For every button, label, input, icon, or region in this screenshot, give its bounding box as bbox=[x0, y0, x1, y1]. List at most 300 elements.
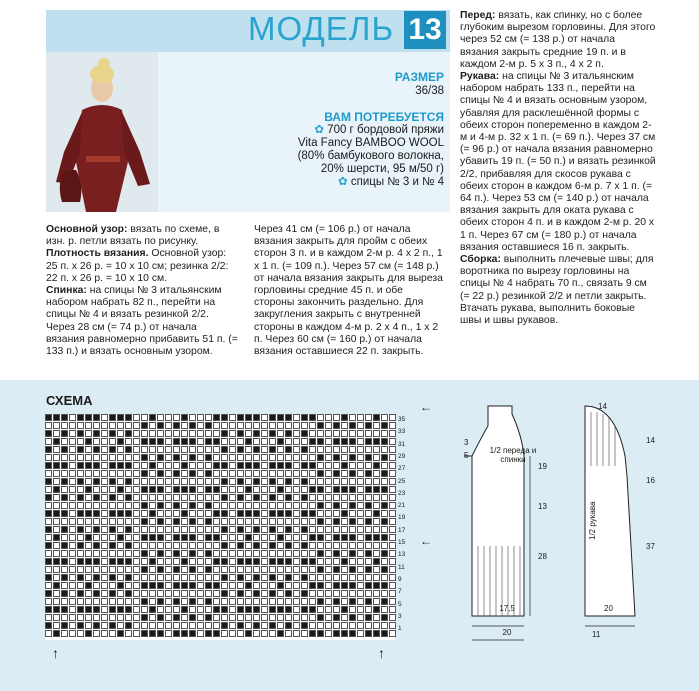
chart-cell bbox=[77, 582, 84, 589]
chart-cell bbox=[253, 582, 260, 589]
chart-cell bbox=[333, 566, 340, 573]
chart-cell bbox=[285, 566, 292, 573]
chart-cell bbox=[141, 550, 148, 557]
chart-cell bbox=[213, 534, 220, 541]
chart-cell bbox=[253, 558, 260, 565]
chart-cell bbox=[277, 526, 284, 533]
chart-cell bbox=[389, 494, 396, 501]
chart-cell bbox=[197, 614, 204, 621]
chart-cell bbox=[157, 598, 164, 605]
chart-cell bbox=[357, 462, 364, 469]
chart-cell bbox=[93, 526, 100, 533]
chart-cell bbox=[77, 590, 84, 597]
chart-cell bbox=[117, 422, 124, 429]
chart-cell bbox=[333, 438, 340, 445]
chart-cell bbox=[245, 494, 252, 501]
chart-cell bbox=[301, 614, 308, 621]
chart-cell bbox=[173, 558, 180, 565]
model-photo bbox=[46, 52, 158, 212]
chart-cell bbox=[229, 622, 236, 629]
chart-cell bbox=[317, 606, 324, 613]
chart-cell bbox=[349, 614, 356, 621]
chart-cell bbox=[93, 566, 100, 573]
chart-cell bbox=[93, 502, 100, 509]
chart-cell bbox=[381, 590, 388, 597]
chart-cell bbox=[117, 438, 124, 445]
chart-cell bbox=[213, 526, 220, 533]
chart-cell bbox=[285, 534, 292, 541]
chart-cell bbox=[381, 598, 388, 605]
chart-cell bbox=[69, 422, 76, 429]
chart-cell bbox=[357, 430, 364, 437]
chart-cell bbox=[85, 550, 92, 557]
dim-label: 3 bbox=[464, 438, 469, 447]
dim-label: 17,5 bbox=[499, 604, 515, 613]
chart-cell bbox=[357, 414, 364, 421]
chart-cell bbox=[237, 526, 244, 533]
chart-cell bbox=[357, 630, 364, 637]
chart-cell bbox=[373, 414, 380, 421]
chart-cell bbox=[61, 574, 68, 581]
chart-cell bbox=[381, 430, 388, 437]
dim-label: 37 bbox=[646, 542, 655, 551]
chart-cell bbox=[317, 510, 324, 517]
chart-cell bbox=[165, 494, 172, 501]
chart-cell bbox=[301, 526, 308, 533]
chart-cell bbox=[157, 486, 164, 493]
chart-cell bbox=[229, 582, 236, 589]
chart-cell bbox=[373, 470, 380, 477]
chart-cell bbox=[197, 502, 204, 509]
chart-cell bbox=[237, 582, 244, 589]
chart-cell bbox=[45, 486, 52, 493]
chart-cell bbox=[61, 518, 68, 525]
chart-cell bbox=[373, 454, 380, 461]
chart-cell bbox=[381, 558, 388, 565]
chart-cell bbox=[197, 422, 204, 429]
chart-cell bbox=[293, 598, 300, 605]
chart-cell bbox=[317, 590, 324, 597]
chart-cell bbox=[261, 630, 268, 637]
chart-cell bbox=[189, 454, 196, 461]
chart-cell bbox=[341, 446, 348, 453]
chart-cell bbox=[85, 438, 92, 445]
chart-cell bbox=[301, 558, 308, 565]
chart-cell bbox=[277, 486, 284, 493]
chart-cell bbox=[333, 630, 340, 637]
chart-cell bbox=[293, 430, 300, 437]
chart-cell bbox=[309, 470, 316, 477]
chart-cell bbox=[293, 606, 300, 613]
chart-cell bbox=[69, 590, 76, 597]
chart-cell bbox=[181, 518, 188, 525]
chart-cell bbox=[221, 622, 228, 629]
chart-cell bbox=[77, 550, 84, 557]
chart-cell bbox=[389, 606, 396, 613]
chart-cell bbox=[325, 510, 332, 517]
chart-cell bbox=[125, 598, 132, 605]
chart-cell bbox=[61, 494, 68, 501]
chart-cell bbox=[301, 534, 308, 541]
chart-cell bbox=[61, 550, 68, 557]
chart-cell bbox=[101, 606, 108, 613]
chart-cell bbox=[285, 502, 292, 509]
chart-cell bbox=[181, 598, 188, 605]
chart-cell bbox=[61, 606, 68, 613]
chart-cell bbox=[285, 494, 292, 501]
chart-cell bbox=[325, 518, 332, 525]
chart-cell bbox=[181, 614, 188, 621]
chart-cell bbox=[341, 518, 348, 525]
chart-cell bbox=[69, 430, 76, 437]
chart-cell bbox=[309, 558, 316, 565]
chart-cell bbox=[205, 622, 212, 629]
chart-cell bbox=[101, 598, 108, 605]
chart-cell bbox=[325, 590, 332, 597]
chart-cell bbox=[229, 502, 236, 509]
chart-cell bbox=[341, 582, 348, 589]
chart-cell bbox=[333, 518, 340, 525]
chart-cell bbox=[77, 566, 84, 573]
chart-cell bbox=[181, 566, 188, 573]
chart-cell bbox=[333, 598, 340, 605]
chart-cell bbox=[269, 558, 276, 565]
chart-cell bbox=[173, 550, 180, 557]
chart-cell bbox=[173, 478, 180, 485]
paragraph: Сборка: выполнить плечевые швы; для воротника по вырезу горловины на спицы № 4 набрать 70 п., связать 9 см (= 22 р.) резинкой 2/2 и петли закрыть. Втачать рукава, выполнить боковые швы и швы рукавов. bbox=[460, 254, 654, 327]
chart-cell bbox=[61, 614, 68, 621]
chart-cell bbox=[157, 478, 164, 485]
chart-cell bbox=[173, 582, 180, 589]
chart-cell bbox=[61, 630, 68, 637]
chart-cell bbox=[205, 534, 212, 541]
chart-cell bbox=[77, 486, 84, 493]
chart-cell bbox=[293, 462, 300, 469]
chart-cell bbox=[45, 526, 52, 533]
chart-cell bbox=[381, 462, 388, 469]
chart-cell bbox=[133, 582, 140, 589]
chart-cell bbox=[357, 542, 364, 549]
chart-cell bbox=[109, 470, 116, 477]
chart-cell bbox=[357, 494, 364, 501]
chart-cell bbox=[309, 606, 316, 613]
chart-cell bbox=[181, 558, 188, 565]
chart-cell bbox=[93, 614, 100, 621]
chart-cell bbox=[237, 518, 244, 525]
chart-cell bbox=[173, 454, 180, 461]
chart-cell bbox=[133, 630, 140, 637]
chart-cell bbox=[229, 446, 236, 453]
chart-cell bbox=[181, 526, 188, 533]
chart-cell bbox=[93, 542, 100, 549]
chart-cell bbox=[269, 542, 276, 549]
chart-cell bbox=[77, 606, 84, 613]
chart-cell bbox=[69, 414, 76, 421]
chart-cell bbox=[109, 414, 116, 421]
chart-cell bbox=[349, 478, 356, 485]
chart-cell bbox=[61, 454, 68, 461]
chart-cell bbox=[365, 422, 372, 429]
chart-cell bbox=[253, 422, 260, 429]
chart-cell bbox=[213, 606, 220, 613]
chart-cell bbox=[45, 518, 52, 525]
chart-cell bbox=[149, 614, 156, 621]
chart-cell bbox=[365, 446, 372, 453]
chart-cell bbox=[149, 606, 156, 613]
chart-cell bbox=[125, 630, 132, 637]
chart-cell bbox=[349, 622, 356, 629]
chart-cell bbox=[237, 438, 244, 445]
chart-cell bbox=[109, 510, 116, 517]
chart-cell bbox=[45, 598, 52, 605]
chart-cell bbox=[117, 414, 124, 421]
chart-cell bbox=[173, 590, 180, 597]
chart-cell bbox=[77, 462, 84, 469]
chart-cell bbox=[245, 542, 252, 549]
chart-cell bbox=[317, 414, 324, 421]
chart-cell bbox=[45, 414, 52, 421]
materials-line-5: ✿ спицы № 3 и № 4 bbox=[338, 176, 444, 188]
chart-cell bbox=[317, 526, 324, 533]
chart-cell bbox=[53, 486, 60, 493]
chart-cell bbox=[93, 494, 100, 501]
chart-cell bbox=[365, 566, 372, 573]
chart-cell bbox=[389, 462, 396, 469]
chart-cell bbox=[173, 446, 180, 453]
chart-cell bbox=[373, 542, 380, 549]
chart-cell bbox=[389, 614, 396, 621]
chart-cell bbox=[389, 566, 396, 573]
chart-cell bbox=[141, 478, 148, 485]
chart-cell bbox=[261, 510, 268, 517]
row-number: 33 bbox=[398, 428, 406, 436]
chart-cell bbox=[133, 446, 140, 453]
chart-cell bbox=[333, 446, 340, 453]
chart-cell bbox=[253, 414, 260, 421]
chart-cell bbox=[117, 470, 124, 477]
chart-cell bbox=[61, 510, 68, 517]
chart-cell bbox=[309, 534, 316, 541]
chart-cell bbox=[389, 526, 396, 533]
chart-cell bbox=[221, 566, 228, 573]
chart-cell bbox=[133, 470, 140, 477]
chart-cell bbox=[237, 462, 244, 469]
chart-cell bbox=[253, 438, 260, 445]
chart-cell bbox=[277, 590, 284, 597]
chart-cell bbox=[261, 606, 268, 613]
chart-cell bbox=[341, 414, 348, 421]
chart-cell bbox=[341, 430, 348, 437]
chart-cell bbox=[221, 598, 228, 605]
chart-cell bbox=[221, 526, 228, 533]
chart-cell bbox=[245, 502, 252, 509]
chart-cell bbox=[157, 462, 164, 469]
chart-cell bbox=[389, 542, 396, 549]
chart-cell bbox=[341, 566, 348, 573]
chart-cell bbox=[365, 534, 372, 541]
chart-cell bbox=[213, 422, 220, 429]
chart-cell bbox=[205, 606, 212, 613]
chart-cell bbox=[261, 422, 268, 429]
chart-cell bbox=[229, 414, 236, 421]
chart-cell bbox=[181, 502, 188, 509]
chart-cell bbox=[381, 518, 388, 525]
chart-cell bbox=[53, 590, 60, 597]
chart-cell bbox=[325, 582, 332, 589]
chart-cell bbox=[389, 430, 396, 437]
chart-cell bbox=[285, 486, 292, 493]
chart-cell bbox=[213, 486, 220, 493]
chart-cell bbox=[309, 518, 316, 525]
chart-cell bbox=[85, 590, 92, 597]
chart-cell bbox=[365, 454, 372, 461]
chart-cell bbox=[381, 438, 388, 445]
chart-cell bbox=[373, 574, 380, 581]
chart-cell bbox=[165, 462, 172, 469]
chart-cell bbox=[181, 606, 188, 613]
chart-cell bbox=[109, 598, 116, 605]
chart-cell bbox=[333, 510, 340, 517]
chart-cell bbox=[325, 494, 332, 501]
chart-cell bbox=[189, 542, 196, 549]
chart-cell bbox=[157, 622, 164, 629]
chart-cell bbox=[229, 550, 236, 557]
row-number: 7 bbox=[398, 588, 402, 596]
chart-cell bbox=[173, 542, 180, 549]
chart-cell bbox=[277, 598, 284, 605]
chart-cell bbox=[45, 454, 52, 461]
chart-cell bbox=[117, 518, 124, 525]
chart-cell bbox=[125, 526, 132, 533]
chart-cell bbox=[245, 534, 252, 541]
chart-cell bbox=[85, 582, 92, 589]
chart-cell bbox=[325, 526, 332, 533]
chart-cell bbox=[61, 430, 68, 437]
chart-cell bbox=[125, 582, 132, 589]
chart-cell bbox=[357, 502, 364, 509]
chart-cell bbox=[117, 454, 124, 461]
chart-cell bbox=[285, 438, 292, 445]
chart-cell bbox=[245, 606, 252, 613]
chart-cell bbox=[333, 558, 340, 565]
chart-cell bbox=[333, 414, 340, 421]
chart-cell bbox=[53, 622, 60, 629]
chart-cell bbox=[181, 470, 188, 477]
chart-cell bbox=[309, 478, 316, 485]
chart-cell bbox=[157, 614, 164, 621]
chart-cell bbox=[341, 606, 348, 613]
chart-cell bbox=[333, 478, 340, 485]
chart-cell bbox=[381, 622, 388, 629]
chart-cell bbox=[61, 446, 68, 453]
chart-cell bbox=[69, 518, 76, 525]
chart-cell bbox=[173, 614, 180, 621]
chart-cell bbox=[221, 486, 228, 493]
chart-cell bbox=[293, 422, 300, 429]
chart-cell bbox=[197, 598, 204, 605]
chart-cell bbox=[125, 534, 132, 541]
chart-cell bbox=[173, 630, 180, 637]
chart-cell bbox=[309, 422, 316, 429]
model-title: МОДЕЛЬ bbox=[248, 10, 395, 47]
chart-cell bbox=[45, 614, 52, 621]
chart-cell bbox=[261, 542, 268, 549]
chart-cell bbox=[77, 614, 84, 621]
chart-cell bbox=[229, 614, 236, 621]
chart-cell bbox=[85, 510, 92, 517]
chart-cell bbox=[365, 614, 372, 621]
chart-cell bbox=[125, 470, 132, 477]
chart-cell bbox=[389, 534, 396, 541]
chart-cell bbox=[333, 606, 340, 613]
chart-cell bbox=[301, 566, 308, 573]
chart-cell bbox=[141, 574, 148, 581]
chart-cell bbox=[93, 598, 100, 605]
chart-cell bbox=[221, 502, 228, 509]
chart-cell bbox=[77, 526, 84, 533]
chart-cell bbox=[245, 590, 252, 597]
chart-cell bbox=[133, 462, 140, 469]
chart-cell bbox=[53, 534, 60, 541]
chart-cell bbox=[165, 502, 172, 509]
chart-cell bbox=[157, 582, 164, 589]
chart-cell bbox=[53, 606, 60, 613]
chart-cell bbox=[141, 614, 148, 621]
chart-cell bbox=[301, 622, 308, 629]
chart-cell bbox=[149, 430, 156, 437]
chart-cell bbox=[333, 430, 340, 437]
chart-cell bbox=[213, 558, 220, 565]
chart-cell bbox=[69, 558, 76, 565]
chart-cell bbox=[365, 494, 372, 501]
chart-cell bbox=[389, 518, 396, 525]
chart-cell bbox=[253, 590, 260, 597]
chart-cell bbox=[165, 598, 172, 605]
chart-cell bbox=[365, 470, 372, 477]
chart-cell bbox=[221, 558, 228, 565]
chart-cell bbox=[157, 526, 164, 533]
chart-cell bbox=[141, 470, 148, 477]
chart-cell bbox=[77, 454, 84, 461]
chart-cell bbox=[341, 486, 348, 493]
chart-cell bbox=[125, 566, 132, 573]
chart-cell bbox=[109, 542, 116, 549]
chart-cell bbox=[149, 622, 156, 629]
chart-cell bbox=[165, 582, 172, 589]
chart-cell bbox=[85, 486, 92, 493]
chart-cell bbox=[77, 422, 84, 429]
chart-cell bbox=[261, 494, 268, 501]
chart-cell bbox=[149, 542, 156, 549]
chart-cell bbox=[109, 454, 116, 461]
chart-cell bbox=[197, 494, 204, 501]
chart-cell bbox=[109, 558, 116, 565]
chart-cell bbox=[93, 462, 100, 469]
chart-cell bbox=[389, 622, 396, 629]
chart-cell bbox=[109, 606, 116, 613]
chart-cell bbox=[349, 462, 356, 469]
chart-cell bbox=[229, 574, 236, 581]
chart-cell bbox=[317, 422, 324, 429]
chart-cell bbox=[133, 622, 140, 629]
chart-cell bbox=[45, 534, 52, 541]
chart-cell bbox=[349, 454, 356, 461]
chart-cell bbox=[181, 430, 188, 437]
chart-cell bbox=[285, 582, 292, 589]
chart-cell bbox=[261, 574, 268, 581]
chart-cell bbox=[349, 558, 356, 565]
chart-cell bbox=[85, 534, 92, 541]
